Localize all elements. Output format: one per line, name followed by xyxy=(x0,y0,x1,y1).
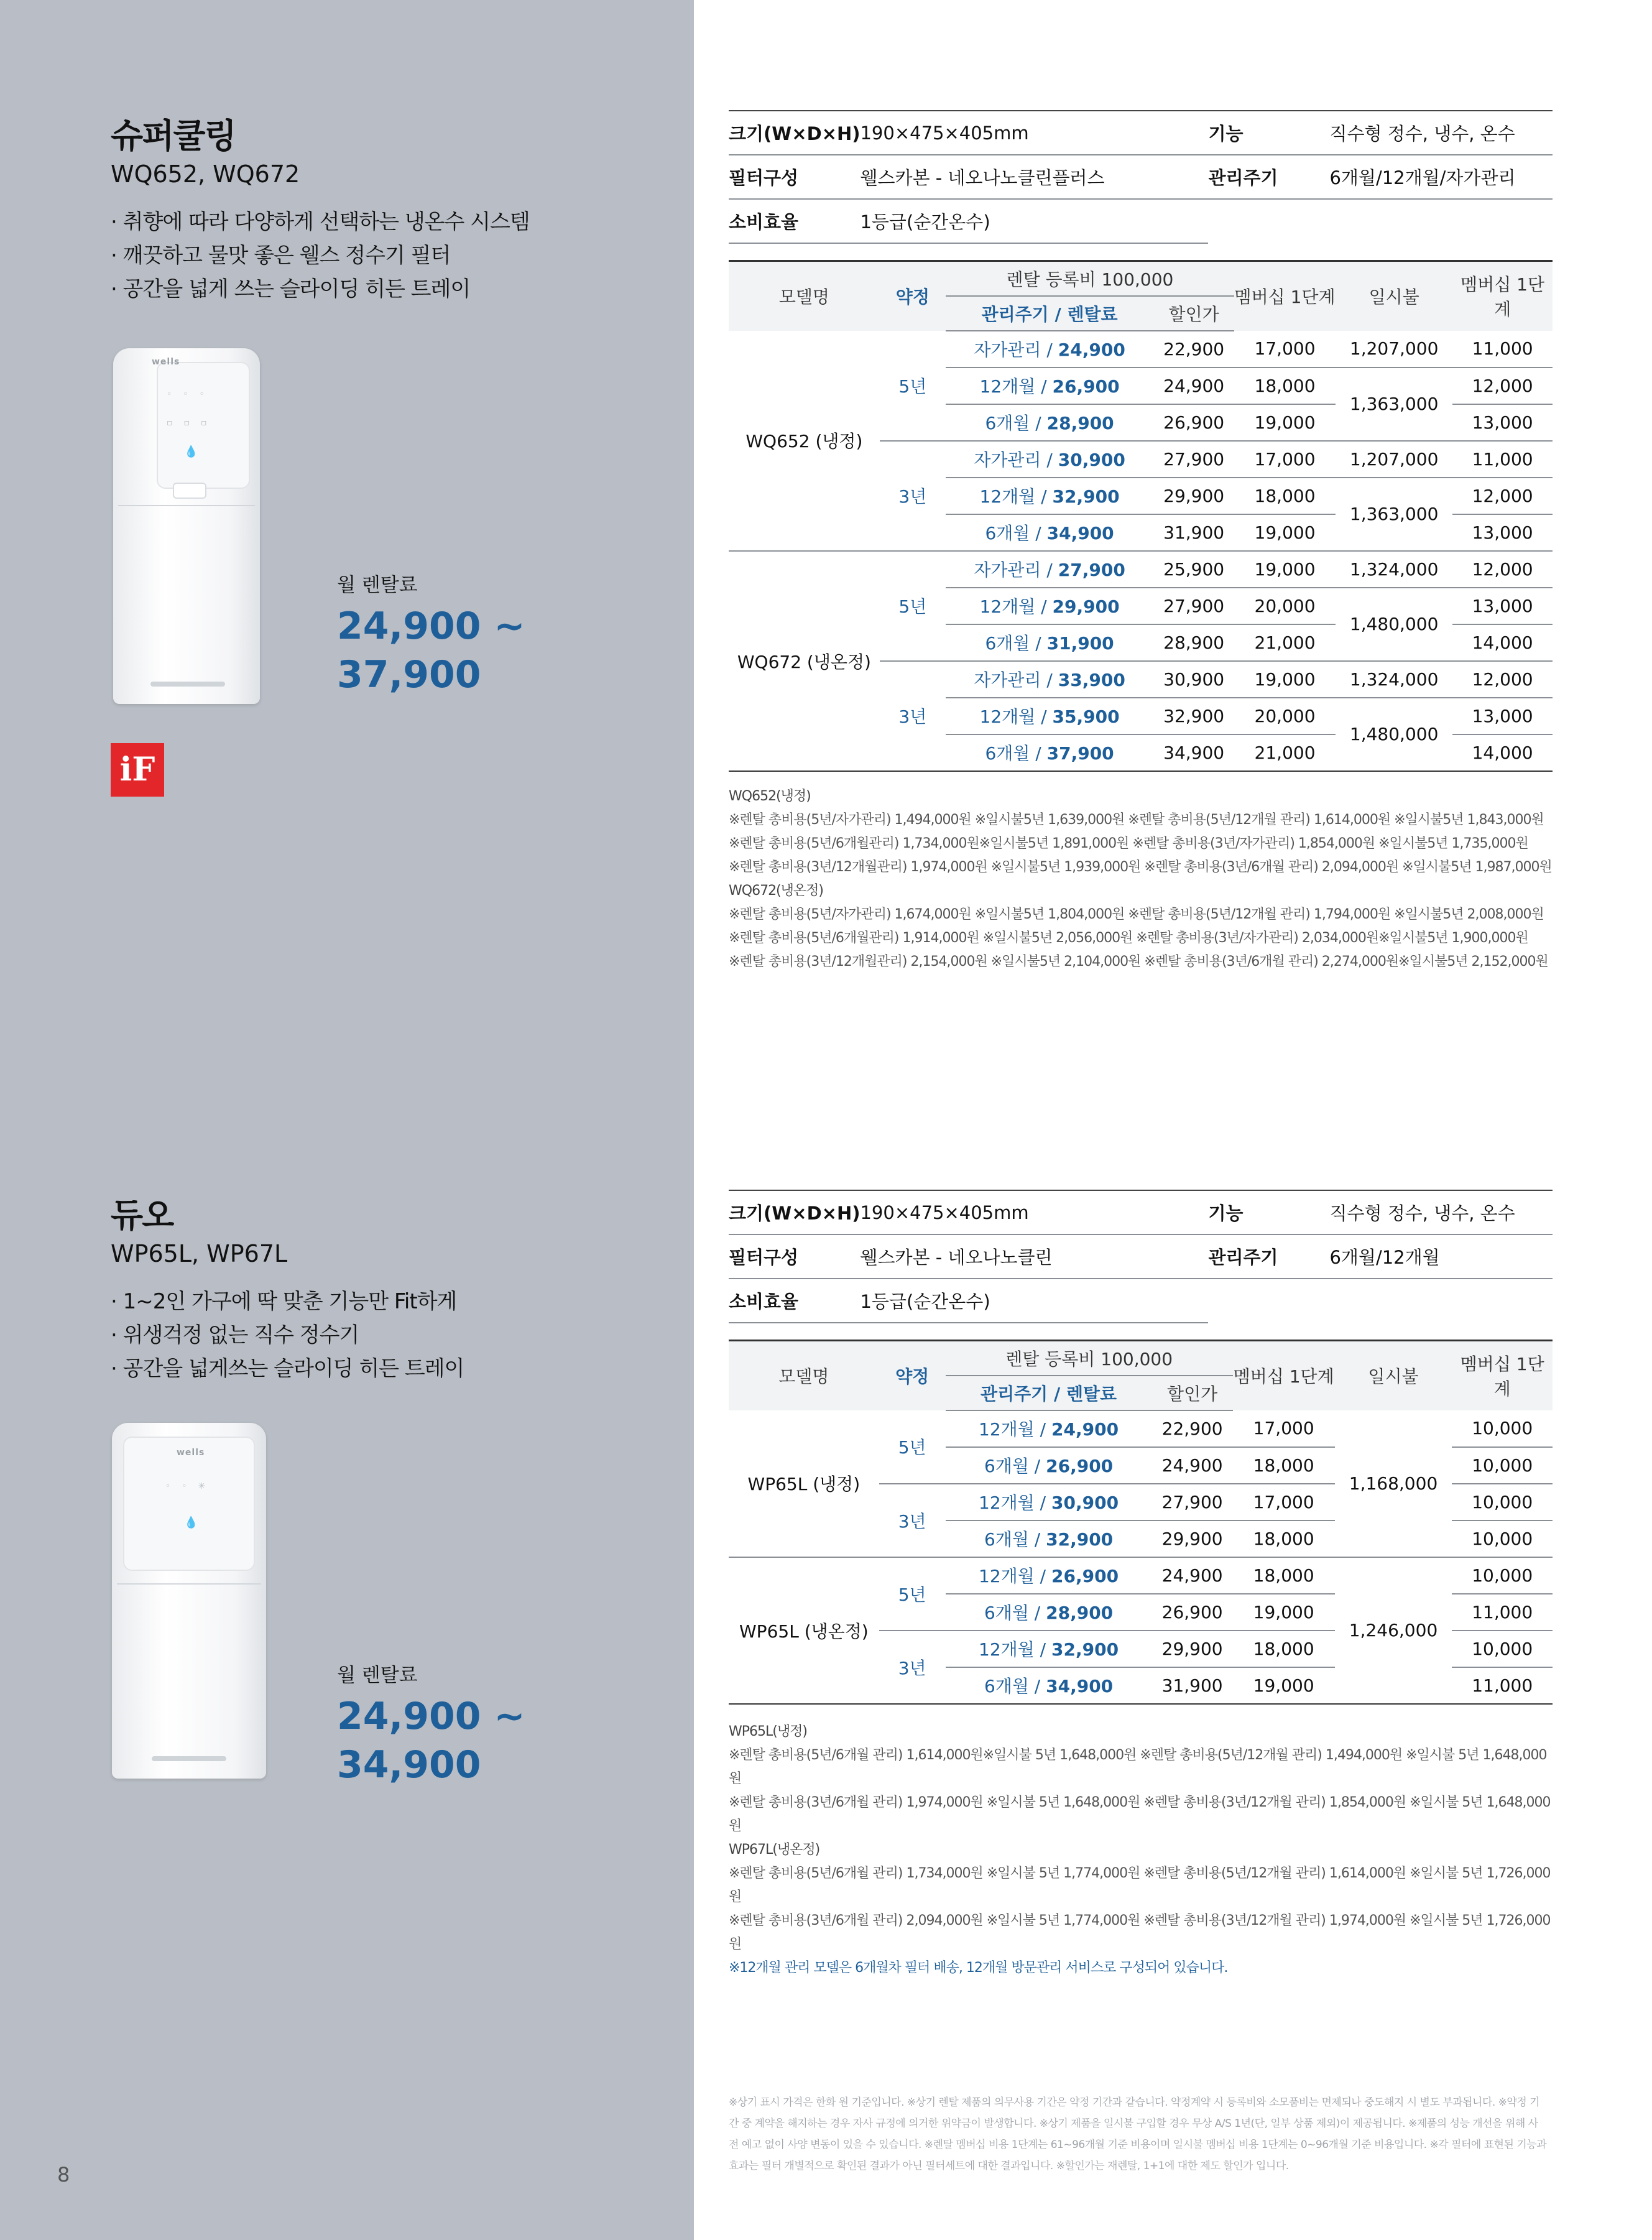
fee-cell: 12개월 / 32,900 xyxy=(946,478,1153,514)
spec-label: 필터구성 xyxy=(729,155,860,199)
fee-cell: 12개월 / 26,900 xyxy=(946,1557,1152,1594)
device-logo: wells xyxy=(177,1448,205,1458)
fee-cell: 12개월 / 35,900 xyxy=(946,698,1153,734)
member2-cell: 10,000 xyxy=(1452,1631,1553,1667)
price-range-start: 24,900 ~ xyxy=(337,1695,525,1738)
table-row xyxy=(729,1410,1553,1447)
feature-item: · 위생걱정 없는 직수 정수기 xyxy=(111,1318,464,1352)
footnote-line: 간 중 계약을 해지하는 경우 자사 규정에 의거한 위약금이 발생합니다. ※상기 제품을 일시불 구입할 경우 무상 A/S 1년(단, 일부 상품 제외)이 제공됩니다. ※제품의 성능 개선을 위해 사 xyxy=(729,2117,1538,2130)
spec-label: 필터구성 xyxy=(729,1234,860,1279)
discount-cell: 31,900 xyxy=(1153,514,1234,551)
lump-cell: 1,363,000 xyxy=(1336,478,1452,551)
spec-value: 6개월/12개월 xyxy=(1329,1234,1553,1279)
note-line: ※렌탈 총비용(5년/자가관리) 1,494,000원 ※일시불5년 1,639,000원 ※렌탈 총비용(5년/12개월 관리) 1,614,000원 ※일시불5년 1,843,000원 xyxy=(729,812,1544,828)
note-line: ※렌탈 총비용(5년/자가관리) 1,674,000원 ※일시불5년 1,804,000원 ※렌탈 총비용(5년/12개월 관리) 1,794,000원 ※일시불5년 2,008,000원 xyxy=(729,907,1544,922)
spec-value: 190×475×405mm xyxy=(860,1190,1208,1234)
member1-cell: 19,000 xyxy=(1233,1667,1335,1704)
table-row xyxy=(729,331,1553,368)
member2-cell: 11,000 xyxy=(1452,1667,1553,1704)
member2-cell: 13,000 xyxy=(1452,588,1553,624)
product1-title: 슈퍼쿨링 xyxy=(111,116,236,155)
col-member2: 멤버십 1단계 xyxy=(1452,1341,1553,1410)
note-line: ※렌탈 총비용(5년/6개월관리) 1,914,000원 ※일시불5년 2,056,000원 ※렌탈 총비용(3년/자가관리) 2,034,000원※일시불5년 1,900,000원 xyxy=(729,930,1528,946)
member1-cell: 20,000 xyxy=(1234,698,1336,734)
note-heading: WP65L(냉정) xyxy=(729,1724,807,1739)
member1-cell: 17,000 xyxy=(1234,441,1336,478)
member2-cell: 12,000 xyxy=(1452,551,1553,588)
divider xyxy=(117,1583,261,1585)
lump-cell: 1,246,000 xyxy=(1335,1557,1452,1704)
discount-cell: 24,900 xyxy=(1152,1557,1233,1594)
col-member1: 멤버십 1단계 xyxy=(1234,261,1336,331)
price-range-end: 37,900 xyxy=(337,653,481,697)
note-line: ※렌탈 총비용(5년/6개월 관리) 1,734,000원 ※일시불 5년 1,774,000원 ※렌탈 총비용(5년/12개월 관리) 1,614,000원 ※일시불 5년 1,726,000원 xyxy=(729,1866,1551,1905)
spec-value: 6개월/12개월/자가관리 xyxy=(1329,155,1553,199)
fee-cell: 12개월 / 26,900 xyxy=(946,368,1153,404)
spec-label: 크기(W×D×H) xyxy=(729,1190,860,1234)
fee-cell: 6개월 / 28,900 xyxy=(946,1594,1152,1631)
spec-label: 관리주기 xyxy=(1208,1234,1329,1279)
left-panel xyxy=(0,0,694,2240)
model-cell: WP65L (냉온정) xyxy=(729,1557,879,1704)
member2-cell: 11,000 xyxy=(1452,441,1553,478)
spec-value: 190×475×405mm xyxy=(860,111,1208,155)
member1-cell: 19,000 xyxy=(1234,551,1336,588)
note-line: ※렌탈 총비용(3년/6개월 관리) 1,974,000원 ※일시불 5년 1,648,000원 ※렌탈 총비용(3년/12개월 관리) 1,854,000원 ※일시불 5년 1,648,000원 xyxy=(729,1795,1551,1834)
member1-cell: 21,000 xyxy=(1234,734,1336,771)
control-buttons-icon: ◦◦◦ xyxy=(167,389,216,399)
spec-value: 웰스카본 - 네오나노클린플러스 xyxy=(860,155,1208,199)
feature-item: · 깨끗하고 물맛 좋은 웰스 정수기 필터 xyxy=(111,239,530,272)
footnote xyxy=(729,2092,1556,2177)
feature-item: · 공간을 넓게쓰는 슬라이딩 히든 트레이 xyxy=(111,1352,464,1386)
page-number: 8 xyxy=(57,2163,70,2187)
footnote-line: ※상기 표시 가격은 한화 원 기준입니다. ※상기 렌탈 제품의 의무사용 기간은 약정 기간과 같습니다. 약정계약 시 등록비와 소모품비는 면제되나 중도해지 시 별도 부과됩니다. ※약정 기 xyxy=(729,2096,1540,2109)
fee-cell: 12개월 / 30,900 xyxy=(946,1484,1152,1520)
product2-notes xyxy=(729,1720,1556,1980)
member2-cell: 12,000 xyxy=(1452,478,1553,514)
water-purifier-image xyxy=(112,1423,266,1779)
note-line: ※렌탈 총비용(3년/6개월 관리) 2,094,000원 ※일시불 5년 1,774,000원 ※렌탈 총비용(3년/12개월 관리) 1,974,000원 ※일시불 5년 1,726,000원 xyxy=(729,1913,1551,1952)
member2-cell: 14,000 xyxy=(1452,624,1553,661)
price-range-start: 24,900 ~ xyxy=(337,604,525,648)
member2-cell: 10,000 xyxy=(1452,1520,1553,1557)
spec-value: 1등급(순간온수) xyxy=(860,199,1208,243)
spec-label: 크기(W×D×H) xyxy=(729,111,860,155)
table-row xyxy=(729,1557,1553,1594)
member1-cell: 17,000 xyxy=(1233,1484,1335,1520)
member1-cell: 19,000 xyxy=(1233,1594,1335,1631)
fee-cell: 12개월 / 24,900 xyxy=(946,1410,1152,1447)
lump-cell: 1,168,000 xyxy=(1335,1410,1452,1557)
member1-cell: 21,000 xyxy=(1234,624,1336,661)
col-contract: 약정 xyxy=(879,1341,946,1410)
contract-cell: 3년 xyxy=(879,1631,946,1704)
lump-cell: 1,480,000 xyxy=(1336,588,1452,661)
member1-cell: 18,000 xyxy=(1233,1520,1335,1557)
product1-models: WQ652, WQ672 xyxy=(111,160,300,188)
discount-cell: 28,900 xyxy=(1153,624,1234,661)
member2-cell: 10,000 xyxy=(1452,1447,1553,1484)
member2-cell: 10,000 xyxy=(1452,1484,1553,1520)
note-line: ※렌탈 총비용(5년/6개월 관리) 1,614,000원※일시불 5년 1,648,000원 ※렌탈 총비용(5년/12개월 관리) 1,494,000원 ※일시불 5년 1,648,000원 xyxy=(729,1747,1547,1787)
divider xyxy=(118,505,255,506)
note-line: ※렌탈 총비용(5년/6개월관리) 1,734,000원※일시불5년 1,891,000원 ※렌탈 총비용(3년/자가관리) 1,854,000원 ※일시불5년 1,735,000원 xyxy=(729,836,1528,851)
spec-value: 직수형 정수, 냉수, 온수 xyxy=(1329,111,1553,155)
fee-cell: 6개월 / 37,900 xyxy=(946,734,1153,771)
water-drop-icon: 💧 xyxy=(184,1516,198,1529)
member1-cell: 18,000 xyxy=(1233,1557,1335,1594)
rent-price xyxy=(337,1692,525,1789)
discount-cell: 26,900 xyxy=(1153,404,1234,441)
control-buttons-icon: ◦◦✳ xyxy=(165,1481,217,1491)
discount-cell: 29,900 xyxy=(1152,1520,1233,1557)
footnote-line: 효과는 필터 개별적으로 확인된 결과가 아닌 필터세트에 대한 결과입니다. ※할인가는 재렌탈, 1+1에 대한 제도 할인가 입니다. xyxy=(729,2160,1289,2172)
fee-cell: 자가관리 / 33,900 xyxy=(946,661,1153,698)
member1-cell: 17,000 xyxy=(1234,331,1336,368)
col-discount: 할인가 xyxy=(1153,296,1234,331)
lump-cell: 1,207,000 xyxy=(1336,441,1452,478)
product2-models: WP65L, WP67L xyxy=(111,1240,288,1267)
member2-cell: 14,000 xyxy=(1452,734,1553,771)
rent-price xyxy=(337,602,525,699)
hidden-tray xyxy=(150,682,225,687)
col-member1: 멤버십 1단계 xyxy=(1233,1341,1335,1410)
member2-cell: 13,000 xyxy=(1452,698,1553,734)
control-buttons-icon: ▫▫▫ xyxy=(167,418,218,428)
lump-cell: 1,207,000 xyxy=(1336,331,1452,368)
fee-cell: 6개월 / 32,900 xyxy=(946,1520,1152,1557)
col-model: 모델명 xyxy=(729,1341,879,1410)
col-model: 모델명 xyxy=(729,261,880,331)
discount-cell: 22,900 xyxy=(1153,331,1234,368)
product1-notes xyxy=(729,785,1556,974)
spec-label: 관리주기 xyxy=(1208,155,1329,199)
member1-cell: 18,000 xyxy=(1234,368,1336,404)
spec-label: 기능 xyxy=(1208,1190,1329,1234)
col-cycle-fee: 관리주기 / 렌탈료 xyxy=(946,296,1153,331)
table-row xyxy=(729,551,1553,588)
note-line: ※렌탈 총비용(3년/12개월관리) 1,974,000원 ※일시불5년 1,939,000원 ※렌탈 총비용(3년/6개월 관리) 2,094,000원 ※일시불5년 1,987,000원 xyxy=(729,859,1552,875)
fee-cell: 6개월 / 26,900 xyxy=(946,1447,1152,1484)
model-cell: WQ652 (냉정) xyxy=(729,331,880,551)
spec-label: 기능 xyxy=(1208,111,1329,155)
discount-cell: 26,900 xyxy=(1152,1594,1233,1631)
contract-cell: 5년 xyxy=(880,551,946,661)
member1-cell: 18,000 xyxy=(1233,1447,1335,1484)
price-table xyxy=(729,1340,1553,1705)
member2-cell: 11,000 xyxy=(1452,1594,1553,1631)
discount-cell: 34,900 xyxy=(1153,734,1234,771)
water-purifier-image xyxy=(113,348,260,704)
discount-cell: 27,900 xyxy=(1153,441,1234,478)
contract-cell: 3년 xyxy=(879,1484,946,1557)
member1-cell: 20,000 xyxy=(1234,588,1336,624)
contract-cell: 5년 xyxy=(879,1410,946,1484)
member1-cell: 19,000 xyxy=(1234,661,1336,698)
feature-item: · 공간을 넓게 쓰는 슬라이딩 히든 트레이 xyxy=(111,272,530,306)
price-range-end: 34,900 xyxy=(337,1743,481,1787)
feature-item: · 1~2인 가구에 딱 맞춘 기능만 Fit하게 xyxy=(111,1285,464,1318)
fee-cell: 6개월 / 28,900 xyxy=(946,404,1153,441)
note-highlight: ※12개월 관리 모델은 6개월차 필터 배송, 12개월 방문관리 서비스로 구성되어 있습니다. xyxy=(729,1960,1228,1976)
hidden-tray xyxy=(152,1756,226,1761)
contract-cell: 5년 xyxy=(880,331,946,441)
discount-cell: 25,900 xyxy=(1153,551,1234,588)
member1-cell: 19,000 xyxy=(1234,404,1336,441)
fee-cell: 자가관리 / 24,900 xyxy=(946,331,1153,368)
spec-value: 1등급(순간온수) xyxy=(860,1279,1208,1323)
discount-cell: 24,900 xyxy=(1153,368,1234,404)
member1-cell: 17,000 xyxy=(1233,1410,1335,1447)
discount-cell: 27,900 xyxy=(1152,1484,1233,1520)
col-rental-reg: 렌탈 등록비 100,000 xyxy=(946,1341,1233,1376)
fee-cell: 자가관리 / 30,900 xyxy=(946,441,1153,478)
water-drop-icon: 💧 xyxy=(184,445,198,458)
fee-cell: 12개월 / 29,900 xyxy=(946,588,1153,624)
discount-cell: 32,900 xyxy=(1153,698,1234,734)
product2-title: 듀오 xyxy=(111,1196,173,1235)
spec-table xyxy=(729,1190,1553,1323)
if-award-logo: iF xyxy=(111,743,164,797)
member2-cell: 11,000 xyxy=(1452,331,1553,368)
nozzle xyxy=(173,483,206,499)
discount-cell: 29,900 xyxy=(1152,1631,1233,1667)
member2-cell: 12,000 xyxy=(1452,661,1553,698)
model-cell: WP65L (냉정) xyxy=(729,1410,879,1557)
fee-cell: 12개월 / 32,900 xyxy=(946,1631,1152,1667)
col-member2: 멤버십 1단계 xyxy=(1452,261,1553,331)
spec-table xyxy=(729,110,1553,244)
note-heading: WQ652(냉정) xyxy=(729,789,811,804)
lump-cell: 1,363,000 xyxy=(1336,368,1452,441)
col-cycle-fee: 관리주기 / 렌탈료 xyxy=(946,1376,1152,1410)
note-line: ※렌탈 총비용(3년/12개월관리) 2,154,000원 ※일시불5년 2,104,000원 ※렌탈 총비용(3년/6개월 관리) 2,274,000원※일시불5년 2,152,000원 xyxy=(729,954,1548,970)
member2-cell: 13,000 xyxy=(1452,404,1553,441)
member1-cell: 18,000 xyxy=(1234,478,1336,514)
discount-cell: 31,900 xyxy=(1152,1667,1233,1704)
note-heading: WP67L(냉온정) xyxy=(729,1842,820,1858)
fee-cell: 자가관리 / 27,900 xyxy=(946,551,1153,588)
fee-cell: 6개월 / 34,900 xyxy=(946,514,1153,551)
discount-cell: 27,900 xyxy=(1153,588,1234,624)
fee-cell: 6개월 / 34,900 xyxy=(946,1667,1152,1704)
col-lump: 일시불 xyxy=(1335,1341,1452,1410)
spec-label: 소비효율 xyxy=(729,199,860,243)
rent-label: 월 렌탈료 xyxy=(337,574,418,596)
spec-value: 웰스카본 - 네오나노클린 xyxy=(860,1234,1208,1279)
device-logo: wells xyxy=(152,357,180,367)
feature-item: · 취향에 따라 다양하게 선택하는 냉온수 시스템 xyxy=(111,205,530,239)
lump-cell: 1,324,000 xyxy=(1336,551,1452,588)
col-discount: 할인가 xyxy=(1152,1376,1233,1410)
member2-cell: 10,000 xyxy=(1452,1410,1553,1447)
rent-label: 월 렌탈료 xyxy=(337,1664,418,1687)
lump-cell: 1,324,000 xyxy=(1336,661,1452,698)
lump-cell: 1,480,000 xyxy=(1336,698,1452,771)
col-lump: 일시불 xyxy=(1336,261,1452,331)
discount-cell: 22,900 xyxy=(1152,1410,1233,1447)
member1-cell: 18,000 xyxy=(1233,1631,1335,1667)
member2-cell: 12,000 xyxy=(1452,368,1553,404)
discount-cell: 30,900 xyxy=(1153,661,1234,698)
member1-cell: 19,000 xyxy=(1234,514,1336,551)
product1-features xyxy=(111,205,530,306)
contract-cell: 3년 xyxy=(880,441,946,551)
discount-cell: 24,900 xyxy=(1152,1447,1233,1484)
contract-cell: 5년 xyxy=(879,1557,946,1631)
member2-cell: 10,000 xyxy=(1452,1557,1553,1594)
fee-cell: 6개월 / 31,900 xyxy=(946,624,1153,661)
spec-value: 직수형 정수, 냉수, 온수 xyxy=(1329,1190,1553,1234)
model-cell: WQ672 (냉온정) xyxy=(729,551,880,771)
member2-cell: 13,000 xyxy=(1452,514,1553,551)
product2-features xyxy=(111,1285,464,1386)
spec-label: 소비효율 xyxy=(729,1279,860,1323)
col-rental-reg: 렌탈 등록비 100,000 xyxy=(946,261,1234,296)
price-table xyxy=(729,260,1553,772)
footnote-line: 전 예고 없이 사양 변동이 있을 수 있습니다. ※렌탈 멤버십 비용 1단계는 61~96개월 기준 비용이며 일시불 멤버십 비용 1단계는 0~96개월 기준 비용입니다. ※각 필터에 표현된 기능과 xyxy=(729,2139,1547,2151)
col-contract: 약정 xyxy=(880,261,946,331)
contract-cell: 3년 xyxy=(880,661,946,771)
note-heading: WQ672(냉온정) xyxy=(729,883,823,899)
discount-cell: 29,900 xyxy=(1153,478,1234,514)
